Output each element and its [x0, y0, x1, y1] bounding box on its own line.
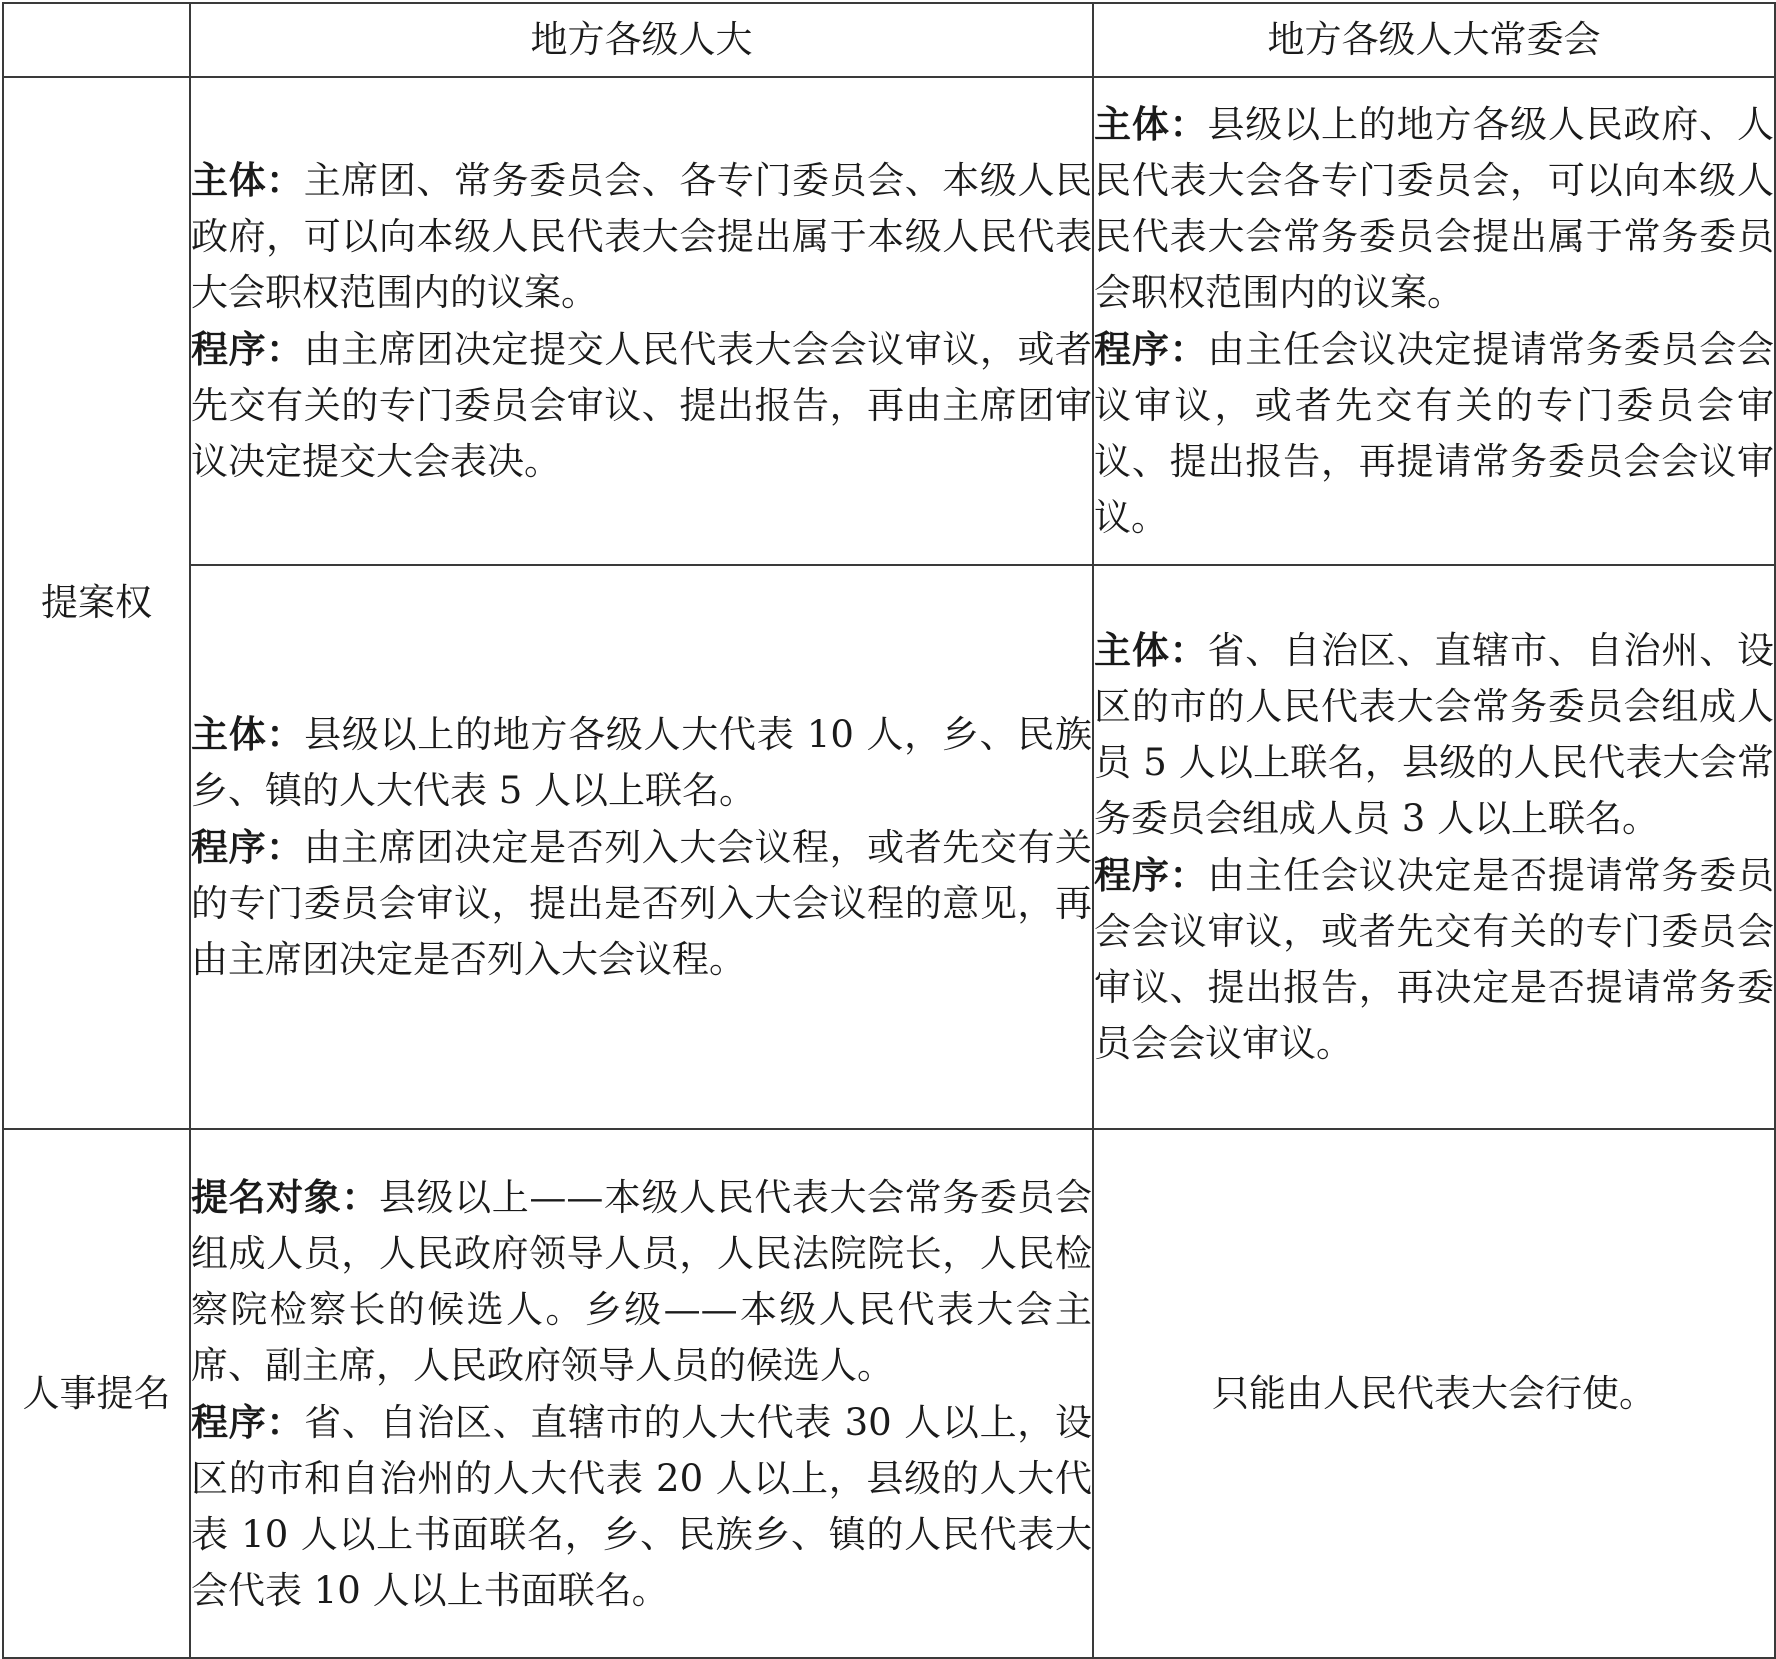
proposal-committee-members-cell [1093, 565, 1775, 1129]
procedure-paragraph [191, 321, 1092, 490]
header-row [3, 3, 1775, 77]
table-row [3, 1129, 1775, 1658]
procedure-text: 省、自治区、直辖市的人大代表 30 人以上，设区的市和自治州的人大代表 20 人以上，县级的人大代表 10 人以上书面联名，乡、民族乡、镇的人民代表大会代表 10 人以上书面联名。 [191, 1400, 1092, 1612]
procedure-paragraph [191, 1394, 1092, 1619]
subject-paragraph [191, 152, 1092, 321]
subject-key: 主体： [191, 158, 304, 202]
procedure-paragraph [1094, 321, 1774, 546]
subject-key: 主体： [191, 712, 305, 756]
subject-text: 省、自治区、直辖市、自治州、设区的市的人民代表大会常务委员会组成人员 5 人以上联名，县级的人民代表大会常务委员会组成人员 3 人以上联名。 [1094, 629, 1775, 840]
subject-paragraph [1094, 622, 1774, 847]
procedure-key: 程序： [1094, 327, 1208, 371]
procedure-key: 程序： [191, 327, 304, 371]
nomination-object-key: 提名对象： [191, 1174, 379, 1219]
procedure-text: 由主席团决定提交人民代表大会会议审议，或者先交有关的专门委员会审议、提出报告，再由主席团审议决定提交大会表决。 [191, 328, 1093, 483]
procedure-text: 由主席团决定是否列入大会议程，或者先交有关的专门委员会审议，提出是否列入大会议程的意见，再由主席团决定是否列入大会议程。 [191, 826, 1093, 981]
subject-paragraph [191, 706, 1092, 819]
procedure-text: 由主任会议决定是否提请常务委员会会议审议，或者先交有关的专门委员会审议、提出报告，再决定是否提请常务委员会会议审议。 [1094, 854, 1775, 1065]
proposal-committee-institutional-cell [1093, 77, 1775, 565]
procedure-key: 程序： [1094, 853, 1208, 897]
subject-text: 县级以上的地方各级人民政府、人民代表大会各专门委员会，可以向本级人民代表大会常务委员会提出属于常务委员会职权范围内的议案。 [1094, 103, 1775, 314]
table-row [3, 565, 1775, 1129]
subject-text: 主席团、常务委员会、各专门委员会、本级人民政府，可以向本级人民代表大会提出属于本级人民代表大会职权范围内的议案。 [191, 159, 1093, 314]
nomination-object-paragraph [191, 1169, 1092, 1394]
proposal-congress-deputies-cell [190, 565, 1093, 1129]
nomination-object-text: 县级以上——本级人民代表大会常务委员会组成人员，人民政府领导人员，人民法院院长，人民检察院检察长的候选人。乡级——本级人民代表大会主席、副主席，人民政府领导人员的候选人。 [191, 1175, 1093, 1387]
procedure-paragraph [191, 819, 1092, 988]
procedure-key: 程序： [191, 1399, 305, 1444]
header-standing-committee: 地方各级人大常委会 [1093, 3, 1775, 77]
table-row [3, 77, 1775, 565]
header-empty-cell [3, 3, 190, 77]
proposal-congress-institutional-cell [190, 77, 1093, 565]
nomination-committee-cell: 只能由人民代表大会行使。 [1093, 1129, 1775, 1658]
subject-key: 主体： [1094, 102, 1208, 146]
procedure-text: 由主任会议决定提请常务委员会会议审议，或者先交有关的专门委员会审议、提出报告，再提请常务委员会会议审议。 [1094, 328, 1775, 539]
nomination-congress-cell [190, 1129, 1093, 1658]
header-local-congress: 地方各级人大 [190, 3, 1093, 77]
row-label-proposal: 提案权 [3, 77, 190, 1129]
subject-paragraph [1094, 96, 1774, 321]
procedure-key: 程序： [191, 825, 304, 869]
procedure-paragraph [1094, 847, 1774, 1072]
row-label-nomination: 人事提名 [3, 1129, 190, 1658]
subject-key: 主体： [1094, 628, 1208, 672]
subject-text: 县级以上的地方各级人大代表 10 人，乡、民族乡、镇的人大代表 5 人以上联名。 [191, 713, 1092, 812]
comparison-table [2, 2, 1776, 1659]
